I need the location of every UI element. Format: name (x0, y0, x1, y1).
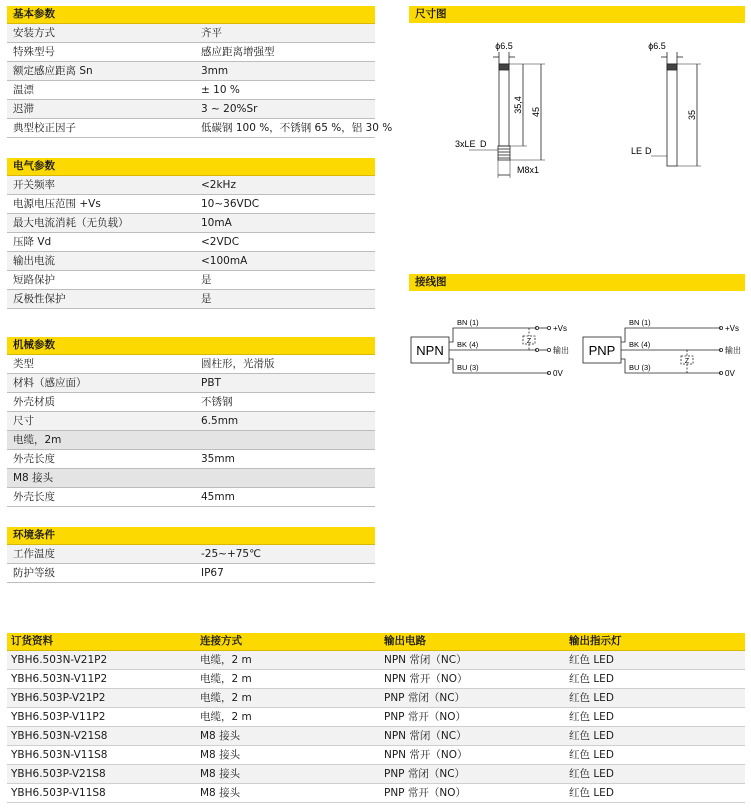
spec-value: 10~36VDC (201, 198, 260, 210)
spec-value: -25~+75℃ (201, 548, 261, 560)
order-indicator: 红色 LED (569, 730, 614, 742)
pnp-bk-label: BK (4) (629, 340, 651, 349)
sensor-cable-drawing (651, 52, 701, 166)
npn-label: NPN (416, 343, 444, 358)
environment-section (7, 527, 375, 583)
order-header-indicator: 输出指示灯 (569, 635, 622, 647)
spec-key: 安装方式 (13, 27, 55, 39)
pnp-load-label: Z (684, 358, 690, 365)
mechanical-params-section (7, 337, 375, 507)
spec-key: 额定感应距离 Sn (13, 65, 93, 77)
spec-key: 温漂 (13, 84, 34, 96)
right-diameter-label: ϕ6.5 (648, 41, 666, 51)
table-row (7, 727, 745, 746)
spec-row (7, 450, 375, 469)
spec-key: 电缆，2m (13, 434, 62, 446)
electrical-params-title: 电气参数 (7, 158, 375, 176)
order-header-connection: 连接方式 (200, 635, 242, 647)
spec-row (7, 43, 375, 62)
spec-row (7, 214, 375, 233)
npn-load-label: Z (526, 338, 532, 345)
spec-value: 是 (201, 293, 212, 305)
spec-row (7, 488, 375, 507)
basic-params-section (7, 6, 393, 138)
left-thread-label: M8x1 (517, 165, 540, 175)
spec-value: 3 ~ 20%Sr (201, 103, 258, 115)
right-length-label: 35 (687, 109, 697, 121)
order-indicator: 红色 LED (569, 711, 614, 723)
dimension-drawing (409, 30, 745, 190)
spec-value: 感应距离增强型 (201, 46, 275, 58)
spec-row (7, 252, 375, 271)
npn-bu-label: BU (3) (457, 363, 479, 372)
pnp-vs-label: +Vs (725, 324, 740, 333)
spec-value: 35mm (201, 453, 235, 465)
dimensions-title: 尺寸图 (409, 6, 745, 23)
order-model: YBH6.503N-V11P2 (11, 673, 108, 685)
spec-row (7, 81, 375, 100)
spec-key: 外壳长度 (13, 453, 55, 465)
order-output: NPN 常闭（NC） (384, 730, 467, 742)
spec-key: 外壳材质 (13, 396, 55, 408)
right-d-label: D (645, 146, 652, 156)
order-indicator: 红色 LED (569, 673, 614, 685)
order-connection: 电缆，2 m (200, 673, 252, 685)
spec-key: M8 接头 (13, 472, 54, 484)
order-connection: 电缆，2 m (200, 654, 252, 666)
spec-value: 10mA (201, 217, 232, 229)
spec-row (7, 271, 375, 290)
order-model: YBH6.503N-V21P2 (11, 654, 108, 666)
order-output: PNP 常闭（NC） (384, 768, 466, 780)
right-le-label: LE (631, 146, 643, 156)
table-row (7, 670, 745, 689)
order-model: YBH6.503P-V21P2 (11, 692, 106, 704)
left-length-a-label: 35,4 (513, 96, 523, 114)
order-connection: M8 接头 (200, 787, 241, 799)
pnp-0v-label: 0V (725, 369, 735, 378)
spec-value: PBT (201, 377, 221, 389)
order-connection: M8 接头 (200, 749, 241, 761)
spec-key: 工作温度 (13, 548, 55, 560)
left-d-label: D (480, 139, 487, 149)
spec-row (7, 290, 375, 309)
spec-row (7, 195, 375, 214)
spec-key: 尺寸 (13, 415, 34, 427)
spec-value: 齐平 (201, 27, 222, 39)
order-output: NPN 常开（NO） (384, 749, 468, 761)
environment-title: 环境条件 (7, 527, 375, 545)
order-model: YBH6.503P-V21S8 (11, 768, 106, 780)
order-model: YBH6.503P-V11S8 (11, 787, 106, 799)
order-indicator: 红色 LED (569, 768, 614, 780)
order-model: YBH6.503P-V11P2 (11, 711, 106, 723)
order-header-output: 输出电路 (384, 635, 426, 647)
spec-key: 类型 (13, 358, 34, 370)
spec-value: ± 10 % (201, 84, 240, 96)
order-indicator: 红色 LED (569, 787, 614, 799)
spec-subheader-row (7, 431, 375, 450)
order-output: NPN 常闭（NC） (384, 654, 467, 666)
spec-row (7, 564, 375, 583)
order-table (7, 633, 745, 803)
npn-vs-label: +Vs (553, 324, 568, 333)
order-output: NPN 常开（NO） (384, 673, 468, 685)
npn-bk-label: BK (4) (457, 340, 479, 349)
wiring-diagram (409, 310, 749, 384)
spec-subheader-row (7, 469, 375, 488)
npn-0v-label: 0V (553, 369, 563, 378)
pnp-out-label: 输出 (725, 346, 741, 355)
spec-value: <2kHz (201, 179, 236, 191)
spec-key: 最大电流消耗（无负载） (13, 217, 129, 229)
pnp-bu-label: BU (3) (629, 363, 651, 372)
spec-value: 3mm (201, 65, 229, 77)
left-length-b-label: 45 (531, 106, 541, 118)
spec-key: 特殊型号 (13, 46, 55, 58)
npn-bn-label: BN (1) (457, 318, 479, 327)
table-row (7, 746, 745, 765)
spec-row (7, 233, 375, 252)
order-model: YBH6.503N-V21S8 (11, 730, 108, 742)
mechanical-params-title: 机械参数 (7, 337, 375, 355)
spec-key: 防护等级 (13, 567, 55, 579)
table-row (7, 784, 745, 803)
spec-key: 典型校正因子 (13, 122, 76, 134)
order-connection: M8 接头 (200, 768, 241, 780)
spec-value: 是 (201, 274, 212, 286)
spec-row (7, 119, 393, 138)
spec-key: 输出电流 (13, 255, 55, 267)
spec-key: 迟滞 (13, 103, 34, 115)
spec-value: IP67 (201, 567, 224, 579)
spec-key: 电源电压范围 +Vs (13, 198, 101, 210)
pnp-label: PNP (588, 343, 616, 358)
spec-row (7, 176, 375, 195)
spec-key: 开关频率 (13, 179, 55, 191)
spec-row (7, 24, 375, 43)
table-row (7, 651, 745, 670)
order-connection: 电缆，2 m (200, 692, 252, 704)
order-connection: M8 接头 (200, 730, 241, 742)
order-output: PNP 常闭（NC） (384, 692, 466, 704)
wiring-title: 接线图 (409, 274, 745, 291)
order-header-model: 订货资料 (11, 635, 53, 647)
npn-out-label: 输出 (553, 346, 569, 355)
basic-params-title: 基本参数 (7, 6, 375, 24)
spec-value: <2VDC (201, 236, 240, 248)
left-diameter-label: ϕ6.5 (495, 41, 513, 51)
spec-row (7, 412, 375, 431)
order-indicator: 红色 LED (569, 654, 614, 666)
table-row (7, 708, 745, 727)
order-output: PNP 常开（NO） (384, 711, 466, 723)
left-le-label: 3xLE (455, 139, 476, 149)
spec-key: 短路保护 (13, 274, 55, 286)
spec-key: 反极性保护 (13, 293, 66, 305)
spec-row (7, 355, 375, 374)
spec-key: 材料（感应面） (13, 377, 87, 389)
spec-key: 外壳长度 (13, 491, 55, 503)
spec-value: 圆柱形，光滑版 (201, 358, 275, 370)
electrical-params-section (7, 158, 375, 309)
table-row (7, 689, 745, 708)
order-table-header (7, 633, 745, 651)
order-output: PNP 常开（NO） (384, 787, 466, 799)
spec-value: 低碳钢 100 %，不锈钢 65 %，铝 30 % (201, 122, 393, 134)
spec-row (7, 62, 375, 81)
table-row (7, 765, 745, 784)
order-model: YBH6.503N-V11S8 (11, 749, 108, 761)
spec-key: 压降 Vd (13, 236, 52, 248)
spec-row (7, 545, 375, 564)
order-indicator: 红色 LED (569, 692, 614, 704)
spec-value: <100mA (201, 255, 248, 267)
spec-value: 45mm (201, 491, 235, 503)
spec-value: 6.5mm (201, 415, 239, 427)
order-connection: 电缆，2 m (200, 711, 252, 723)
spec-row (7, 393, 375, 412)
pnp-bn-label: BN (1) (629, 318, 651, 327)
spec-value: 不锈钢 (201, 396, 233, 408)
spec-row (7, 374, 375, 393)
order-indicator: 红色 LED (569, 749, 614, 761)
spec-row (7, 100, 375, 119)
